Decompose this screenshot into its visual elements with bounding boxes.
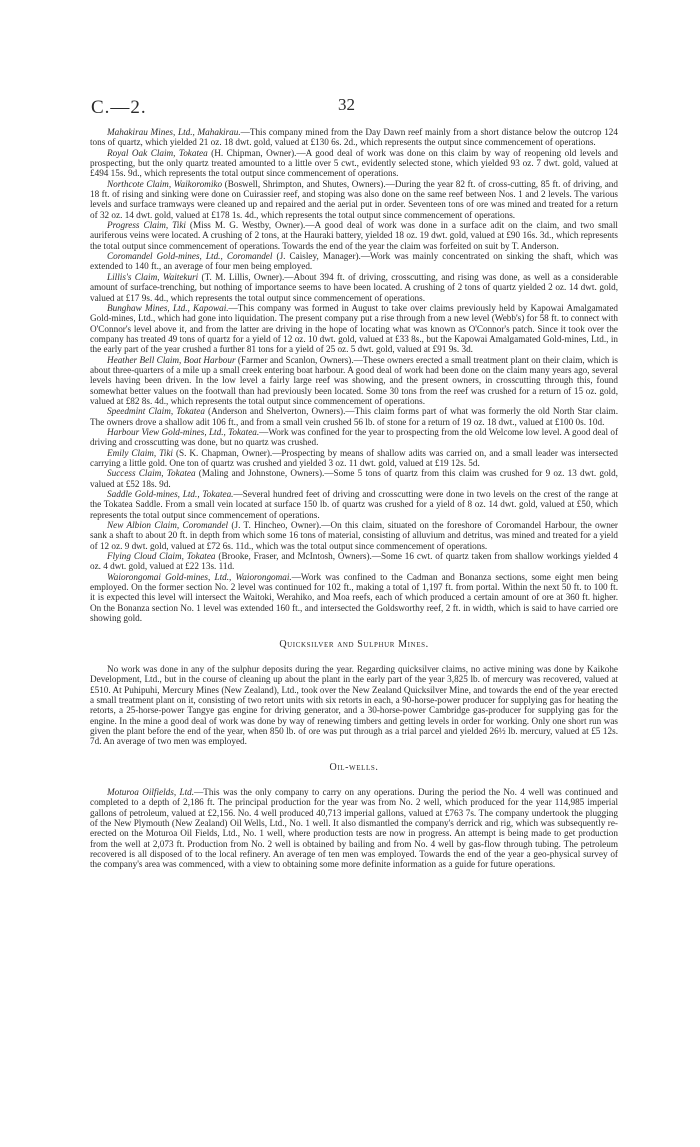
paragraph-quicksilver: No work was done in any of the sulphur deposits during the year. Regarding quicksilver claims, no active mining was done by Kaikohe Development, Ltd., but in the course of cleaning up about the plant in the early part of the year 3,825 lb. of mercury was recovered, valued at £510. At Puhipuhi, Mercury Mines (New Zealand), Ltd., took over the New Zealand Quicksilver Mine, and towards the end of the year erected a small treatment plant on it, consisting of two retort units with six retorts in each, a 90-horse-power producer for supplying gas for heating the retorts, a 25-horse-power Tangye gas engine for driving generator, and a 30-horse-power Cambridge gas-producer for supplying gas for the engine. In the mine a good deal of work was done by way of renewing timbers and getting levels in order for working. Only one short run was given the plant before the end of the year, when 850 lb. of ore was put through as a trial parcel and yielded 26½ lb. mercury, valued at £5 12s. 7d. An average of two men was employed. (90, 663, 618, 747)
mine-description: (J. Caisley, Manager).—Work was mainly concentrated on sinking the shaft, which was extended to 140 ft., an average of four men being employed. (90, 251, 618, 272)
company-name: Moturoa Oilfields, Ltd. (107, 786, 195, 797)
section-heading-quicksilver: Quicksilver and Sulphur Mines. (279, 638, 429, 650)
mines-section (90, 127, 618, 624)
mine-paragraph (90, 448, 618, 469)
mine-name: Progress Claim, Tiki (107, 220, 186, 231)
mine-paragraph (90, 468, 618, 489)
mine-name: Success Claim, Tokatea (107, 468, 196, 479)
mine-paragraph (90, 272, 618, 303)
mine-description: (S. K. Chapman, Owner).—Prospecting by means of shallow adits was carried on, and a small leader was intersected carrying a little gold. One ton of quartz was crushed and yielded 3 oz. 11 dwt. gold, valued at £19 12s. 5d. (90, 447, 618, 468)
mine-paragraph (90, 572, 618, 624)
mine-name: Royal Oak Claim, Tokatea (107, 147, 208, 158)
section-code: C.—2. (91, 97, 147, 118)
page-number: 32 (338, 95, 355, 114)
mine-name: Harbour View Gold-mines, Ltd., Tokatea. (107, 426, 260, 437)
mine-name: New Albion Claim, Coromandel (107, 520, 229, 531)
mine-description: (Boswell, Shrimpton, and Shutes, Owners).—During the year 82 ft. of cross-cutting, 85 ft. of driving, and 18 ft. of rising and sinking were done on Cuirassier reef, and stoping was also done on the same reef between Nos. 1 and 2 levels. The various levels and surface tramways were cleaned up and repaired and the aerial put in order. Seventeen tons of ore was mined and treated for a return of 32 oz. 14 dwt. gold, valued at £178 1s. 4d., which represents the total output since commencement of operations. (90, 178, 618, 220)
mine-paragraph (90, 251, 618, 272)
mine-description: (T. M. Lillis, Owner).—About 394 ft. of driving, crosscutting, and rising was done, as well as a considerable amount of surface-trenching, but nothing of importance seems to have been located. A crushing of 2 tons of quartz yielded 2 oz. 14 dwt. gold, valued at £17 9s. 4d., which represents the total output since commencement of operations. (90, 271, 618, 303)
mine-description: (Maling and Johnstone, Owners).—Some 5 tons of quartz from this claim was crushed for 9 oz. 13 dwt. gold, valued at £52 18s. 9d. (90, 468, 618, 489)
mine-paragraph (90, 179, 618, 220)
mine-name: Coromandel Gold-mines, Ltd., Coromandel (107, 251, 273, 262)
mine-description: (Anderson and Shelverton, Owners).—This claim forms part of what was formerly the old North Star claim. The owners drove a shallow adit 106 ft., and from a small vein crushed 56 lb. of stone for a return of 19 oz. 18 dwt., valued at £100 0s. 10d. (90, 406, 618, 427)
paragraph-oil-wells (90, 787, 618, 870)
paragraph-text: —This was the only company to carry on any operations. During the period the No. 4 well was continued and completed to a depth of 2,186 ft. The principal production for the year was from No. 2 well, which produced for the year 114,985 imperial gallons of petroleum, valued at £2,156. No. 4 well produced 40,713 imperial gallons, valued at £763 7s. The company undertook the plugging of the New Plymouth (New Zealand) Oil Wells, Ltd., No. 1 well. It also dismantled the company's derrick and rig, which was subsequently re-erected on the Moturoa Oil Fields, Ltd., No. 1 well, where production tests are now in progress. An attempt is being made to get production from the well at 2,073 ft. Production from No. 2 well is obtained by bailing and from No. 4 well by gas-flow through tubing. The petroleum recovered is all disposed of to the local refinery. An average of ten men was employed. Towards the end of the year a geo-physical survey of the company's area was commenced, with a view to obtaining some more definite information as a guide for future operations. (90, 786, 619, 870)
mine-description: —This company mined from the Day Dawn reef mainly from a short distance below the outcrop 124 tons of quartz, which yielded 21 oz. 18 dwt. gold, valued at £130 6s. 2d., which represents the output since commencement of operations. (90, 127, 618, 148)
mine-name: Northcote Claim, Waikoromiko (107, 178, 223, 189)
mine-name: Speedmint Claim, Tokatea (107, 406, 205, 417)
mine-name: Waiorongomai Gold-mines, Ltd., Waiorongomai. (107, 571, 292, 582)
mine-name: Mahakirau Mines, Ltd., Mahakirau. (107, 127, 241, 137)
mine-paragraph (90, 427, 618, 448)
mine-paragraph (90, 520, 618, 551)
mine-description: (Brooke, Fraser, and McIntosh, Owners).—Some 16 cwt. of quartz taken from shallow workings yielded 4 oz. 4 dwt. gold, valued at £22 13s. 11d. (90, 551, 618, 572)
section-heading-oil-wells: Oil-wells. (329, 761, 379, 773)
mine-paragraph (90, 355, 618, 407)
mine-description: (J. T. Hincheo, Owner).—On this claim, situated on the foreshore of Coromandel Harbour, the owner sank a shaft to about 20 ft. in depth from which some 16 tons of material, consisting of alluvium and detritus, was mined and treated for a yield of 12 oz. 9 dwt. gold, valued at £72 6s. 11d., which was the total output since commencement of operations. (90, 520, 618, 551)
mine-name: Heather Bell Claim, Boat Harbour (107, 354, 236, 365)
mine-name: Flying Cloud Claim, Tokatea (107, 551, 216, 562)
mine-description: —Work was confined for the year to prospecting from the old Welcome low level. A good deal of driving and crosscutting was done, but no quartz was crushed. (90, 426, 619, 448)
mine-name: Emily Claim, Tiki (107, 447, 173, 458)
mine-paragraph (90, 406, 618, 427)
mine-paragraph (90, 303, 618, 355)
mine-paragraph (90, 551, 618, 572)
mine-description: (Farmer and Scanlon, Owners).—These owners erected a small treatment plant on their claim, which is about three-quarters of a mile up a small creek entering boat harbour. A good deal of work had been done on the claim many years ago, several levels having been driven. In the low level a fairly large reef was showing, and the present owners, in crosscutting through this, found somewhat better values on the footwall than had previously been located. Some 30 tons from the reef was crushed for a return of 15 oz. gold, valued at £82 8s. 4d., which represents the total output since commencement of operations. (90, 354, 618, 406)
mine-paragraph (90, 220, 618, 251)
mine-name: Lillis's Claim, Waitekuri (107, 271, 199, 282)
mine-description: —This company was formed in August to take over claims previously held by Kapowai Amalgamated Gold-mines, Ltd., which had gone into liquidation. The present company put a rise through from a new level (Webb's) for 58 ft. to connect with O'Connor's level above it, and from the latter are driving in the hope of locating what was known as O'Connor's patch. Since it took over the company has treated 49 tons of quartz for a yield of 12 oz. 10 dwt. gold, valued at £33 8s., but the Kapowai Amalgamated Gold-mines, Ltd., in the early part of the year crushed a further 81 tons for a yield of 25 oz. 5 dwt. gold, valued at £91 9s. 3d. (90, 302, 618, 355)
mine-paragraph (90, 489, 618, 520)
mine-name: Bunghaw Mines, Ltd., Kapowai. (107, 302, 229, 313)
mine-paragraph (90, 127, 618, 148)
mine-description: —Work was confined to the Cadman and Bonanza sections, some eight men being employed. On the former section No. 2 level was continued for 102 ft., making a total of 1,197 ft. from portal. Within the next 50 ft. to 100 ft. it is expected this level will intersect the Waitoki, Werahiko, and Moa reefs, each of which produced a certain amount of ore at 360 ft. higher. On the Bonanza section No. 1 level was extended 160 ft., and intersected the Goldsworthy reef, 2 ft. in width, which is said to have carried ore showing gold. (90, 571, 618, 624)
document-body (90, 127, 618, 870)
mine-description: (H. Chipman, Owner).—A good deal of work was done on this claim by way of reopening old levels and prospecting, but the only quartz treated amounted to a little over 5 cwt., evidently selected stone, which yielded 93 oz. 7 dwt. gold, valued at £494 15s. 9d., which represents the total output since commencement of operations. (90, 147, 619, 179)
mine-name: Saddle Gold-mines, Ltd., Tokatea. (107, 489, 234, 500)
mine-paragraph (90, 148, 618, 179)
mine-description: —Several hundred feet of driving and crosscutting were done in two levels on the crest of the range at the Tokatea Saddle. From a small vein located at surface 150 lb. of quartz was crushed for a yield of 8 oz. 14 dwt. gold, valued at £50, which represents the total output since commencement of operations. (90, 489, 618, 520)
mine-description: (Miss M. G. Westby, Owner).—A good deal of work was done in a surface adit on the claim, and two small auriferous veins were located. A crushing of 2 tons, at the Hauraki battery, yielded 18 oz. 19 dwt. gold, valued at £90 16s. 3d., which represents the total output since commencement of operations. Towards the end of the year the claim was forfeited on suit by T. Anderson. (90, 220, 618, 251)
